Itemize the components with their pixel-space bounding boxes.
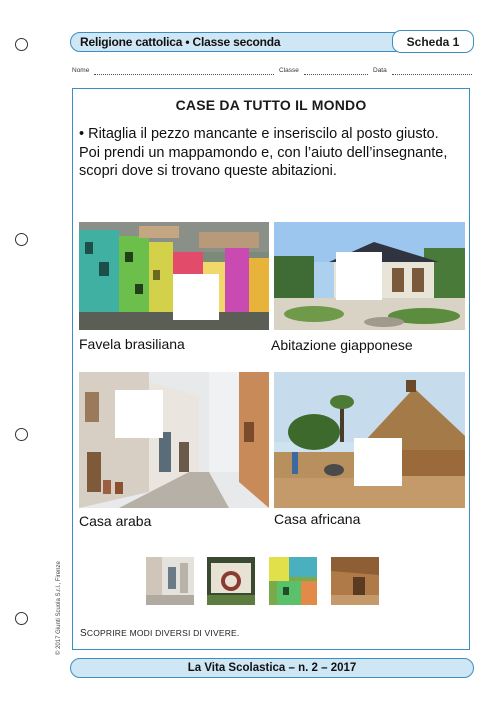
footer-bar: La Vita Scolastica – n. 2 – 2017	[70, 658, 474, 678]
form-row	[72, 67, 472, 79]
cutout-piece-favela[interactable]	[269, 557, 317, 605]
binder-hole-3	[15, 428, 28, 441]
missing-piece-slot-arab	[115, 390, 163, 438]
missing-piece-slot-favela	[173, 274, 219, 320]
copyright-credit: © 2017 Giunti Scuola S.r.l., Firenze	[56, 561, 62, 655]
binder-hole-1	[15, 38, 28, 51]
name-label: Nome	[72, 67, 90, 74]
missing-piece-slot-japanese	[336, 252, 382, 300]
caption-arab: Casa araba	[79, 513, 152, 529]
piece-japanese-illustration	[207, 557, 255, 605]
cutout-piece-african[interactable]	[331, 557, 379, 605]
page-title: CASE DA TUTTO IL MONDO	[175, 97, 367, 113]
piece-african-illustration	[331, 557, 379, 605]
missing-piece-slot-african	[354, 438, 402, 486]
date-label: Data	[373, 67, 387, 74]
caption-japanese: Abitazione giapponese	[271, 337, 413, 353]
cutout-piece-japanese[interactable]	[207, 557, 255, 605]
binder-hole-2	[15, 233, 28, 246]
photo-japanese-house	[274, 222, 465, 330]
photo-arab-house	[79, 372, 269, 508]
binder-hole-4	[15, 612, 28, 625]
class-line	[304, 74, 368, 75]
learning-objective	[80, 628, 240, 639]
cutout-piece-arab[interactable]	[146, 557, 194, 605]
caption-african: Casa africana	[274, 511, 361, 527]
instruction-text: • Ritaglia il pezzo mancante e inseriscilo al posto giusto. Poi prendi un mappamondo e, con l’aiuto dell’insegnante, scopri dove si trovano queste abitazioni.	[79, 126, 448, 179]
objective-text: COPRIRE MODI DIVERSI DI VIVERE.	[86, 628, 240, 638]
header-subject: Religione cattolica • Classe seconda	[80, 35, 281, 49]
date-line	[392, 74, 472, 75]
arab-house-illustration	[79, 372, 269, 508]
photo-african-house	[274, 372, 465, 508]
class-label: Classe	[279, 67, 299, 74]
piece-arab-illustration	[146, 557, 194, 605]
objective-initial: S	[80, 628, 87, 639]
photo-favela	[79, 222, 269, 330]
name-line	[94, 74, 274, 75]
piece-favela-illustration	[269, 557, 317, 605]
caption-favela: Favela brasiliana	[79, 336, 185, 352]
sheet-tab: Scheda 1	[392, 30, 474, 53]
